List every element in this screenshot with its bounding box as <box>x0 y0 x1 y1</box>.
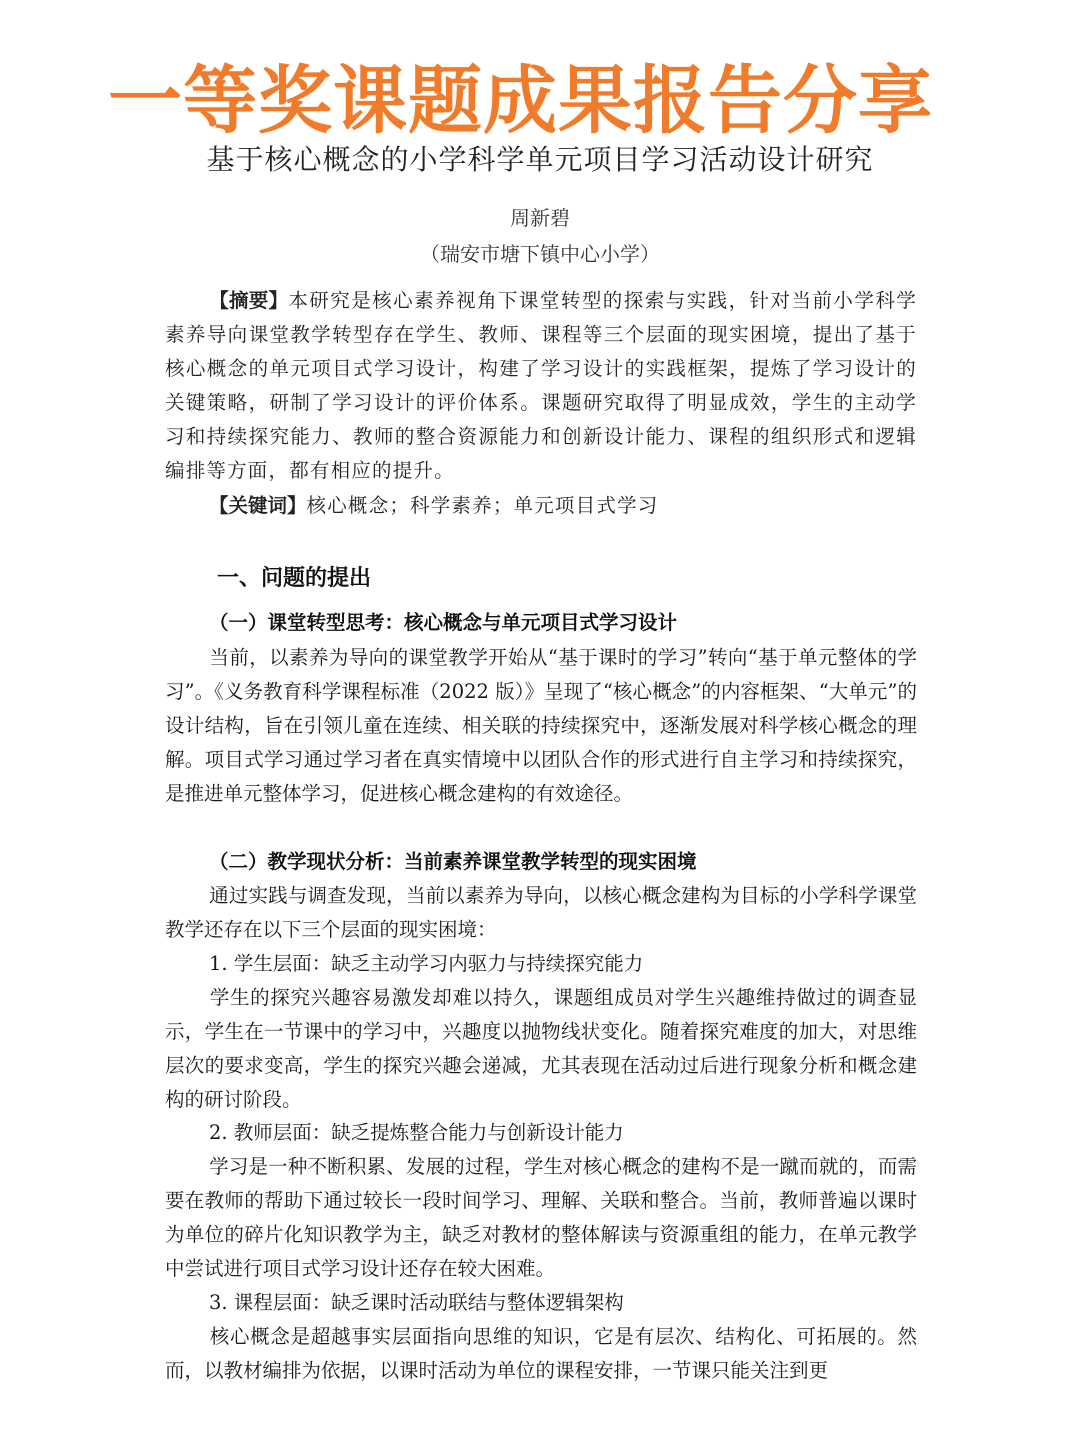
paragraph-curriculum-level <box>165 1320 917 1388</box>
subsection-heading-2: （二）教学现状分析：当前素养课堂教学转型的现实困境 <box>209 850 697 873</box>
abstract-label: 【摘要】 <box>209 289 289 312</box>
paragraph-text: 当前，以素养为导向的课堂教学开始从“基于课时的学习”转向“基于单元整体的学习”。《义务教育科学课程标准（2022 版）》呈现了“核心概念”的内容框架、“大单元”的设计结构，旨在引领儿童在连续、相关联的持续探究中，逐渐发展对科学核心概念的理解。项目式学习通过学习者在真实情境中以团队合作的形式进行自主学习和持续探究，是推进单元整体学习，促进核心概念建构的有效途径。 <box>165 646 917 805</box>
abstract-text: 本研究是核心素养视角下课堂转型的探索与实践，针对当前小学科学素养导向课堂教学转型存在学生、教师、课程等三个层面的现实困境，提出了基于核心概念的单元项目式学习设计，构建了学习设计的实践框架，提炼了学习设计的关键策略，研制了学习设计的评价体系。课题研究取得了明显成效，学生的主动学习和持续探究能力、教师的整合资源能力和创新设计能力、课程的组织形式和逻辑编排等方面，都有相应的提升。 <box>165 289 917 482</box>
paragraph-text: 学生的探究兴趣容易激发却难以持久，课题组成员对学生兴趣维持做过的调查显示，学生在一节课中的学习中，兴趣度以抛物线状变化。随着探究难度的加大，对思维层次的要求变高，学生的探究兴趣会递减，尤其表现在活动过后进行现象分析和概念建构的研讨阶段。 <box>165 986 917 1111</box>
abstract-paragraph <box>165 284 917 488</box>
paragraph-status-intro <box>165 879 917 947</box>
paragraph-text: 通过实践与调查发现，当前以素养为导向，以核心概念建构为目标的小学科学课堂教学还存在以下三个层面的现实困境： <box>165 884 917 941</box>
section-heading: 一、问题的提出 <box>217 566 372 591</box>
list-item-title-student: 1. 学生层面：缺乏主动学习内驱力与持续探究能力 <box>209 952 644 975</box>
paragraph-text: 学习是一种不断积累、发展的过程，学生对核心概念的建构不是一蹴而就的，而需要在教师的帮助下通过较长一段时间学习、理解、关联和整合。当前，教师普遍以课时为单位的碎片化知识教学为主，缺乏对教材的整体解读与资源重组的能力，在单元教学中尝试进行项目式学习设计还存在较大困难。 <box>165 1155 917 1280</box>
banner-title: 一等奖课题成果报告分享 <box>108 58 933 144</box>
paragraph-student-level <box>165 981 917 1117</box>
keywords-line <box>209 489 658 523</box>
list-item-title-curriculum: 3. 课程层面：缺乏课时活动联结与整体逻辑架构 <box>209 1291 624 1314</box>
keywords-label: 【关键词】 <box>209 494 307 517</box>
subsection-heading-1: （一）课堂转型思考：核心概念与单元项目式学习设计 <box>209 611 678 634</box>
paragraph-classroom-transformation <box>165 641 917 811</box>
paper-title: 基于核心概念的小学科学单元项目学习活动设计研究 <box>206 143 874 176</box>
paragraph-teacher-level <box>165 1150 917 1286</box>
paragraph-text: 核心概念是超越事实层面指向思维的知识，它是有层次、结构化、可拓展的。然而，以教材编排为依据，以课时活动为单位的课程安排，一节课只能关注到更 <box>165 1325 917 1382</box>
author-name: 周新碧 <box>510 206 570 230</box>
keywords-text: 核心概念；科学素养；单元项目式学习 <box>306 494 659 517</box>
author-affiliation: （瑞安市塘下镇中心小学） <box>420 242 660 266</box>
list-item-title-teacher: 2. 教师层面：缺乏提炼整合能力与创新设计能力 <box>209 1121 624 1144</box>
